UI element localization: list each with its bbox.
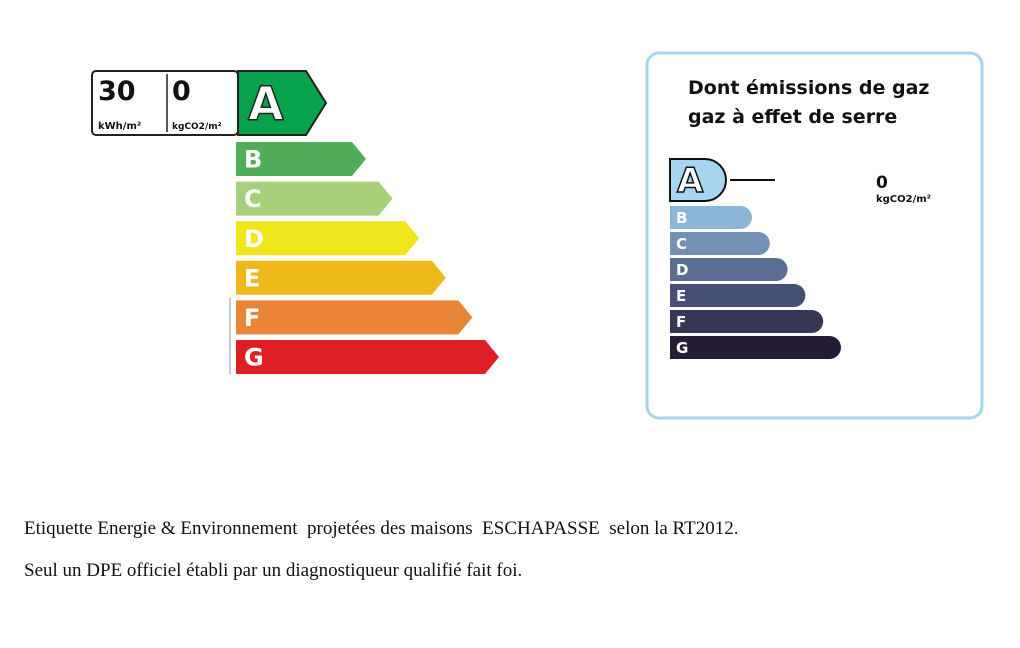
ghg-class-e-letter: E (676, 287, 687, 305)
ghg-class-g-letter: G (676, 339, 689, 357)
ghg-class-g-bar (670, 336, 841, 359)
ghg-class-b-letter: B (676, 209, 688, 227)
ghg-label (647, 53, 982, 418)
energy-label (92, 71, 499, 374)
ghg-unit: kgCO2/m² (172, 122, 222, 132)
energy-class-e-letter: E (244, 264, 261, 293)
energy-class-f-letter: F (244, 304, 261, 333)
ghg-class-e-bar (670, 284, 805, 307)
ghg-panel-unit: kgCO2/m² (876, 194, 932, 205)
ghg-class-c-letter: C (676, 235, 688, 253)
ghg-class-f-letter: F (676, 313, 687, 331)
energy-value-box (92, 71, 238, 135)
energy-value: 30 (98, 76, 136, 107)
ghg-class-f-bar (670, 310, 823, 333)
energy-class-d-letter: D (244, 224, 264, 253)
ghg-class-d-letter: D (676, 261, 689, 279)
energy-class-a-letter: A (248, 76, 284, 131)
energy-unit: kWh/m² (98, 121, 142, 132)
energy-class-e-bar (236, 261, 446, 295)
energy-class-g-letter: G (244, 343, 264, 372)
energy-class-f-bar (236, 300, 472, 334)
ghg-value: 0 (172, 76, 191, 107)
ghg-panel-value: 0 (876, 173, 888, 193)
caption-line-1: Etiquette Energie & Environnement projetées des maisons ESCHAPASSE selon la RT2012. (24, 518, 739, 539)
energy-class-c-letter: C (244, 185, 262, 214)
energy-class-g-bar (236, 340, 499, 374)
ghg-title-line2: gaz à effet de serre (688, 106, 898, 128)
ghg-title-line1: Dont émissions de gaz (688, 77, 930, 99)
caption-line-2: Seul un DPE officiel établi par un diagnostiqueur qualifié fait foi. (24, 560, 523, 581)
ghg-class-a-letter: A (677, 161, 704, 201)
energy-class-b-letter: B (244, 145, 263, 174)
energy-class-bars (236, 71, 499, 374)
